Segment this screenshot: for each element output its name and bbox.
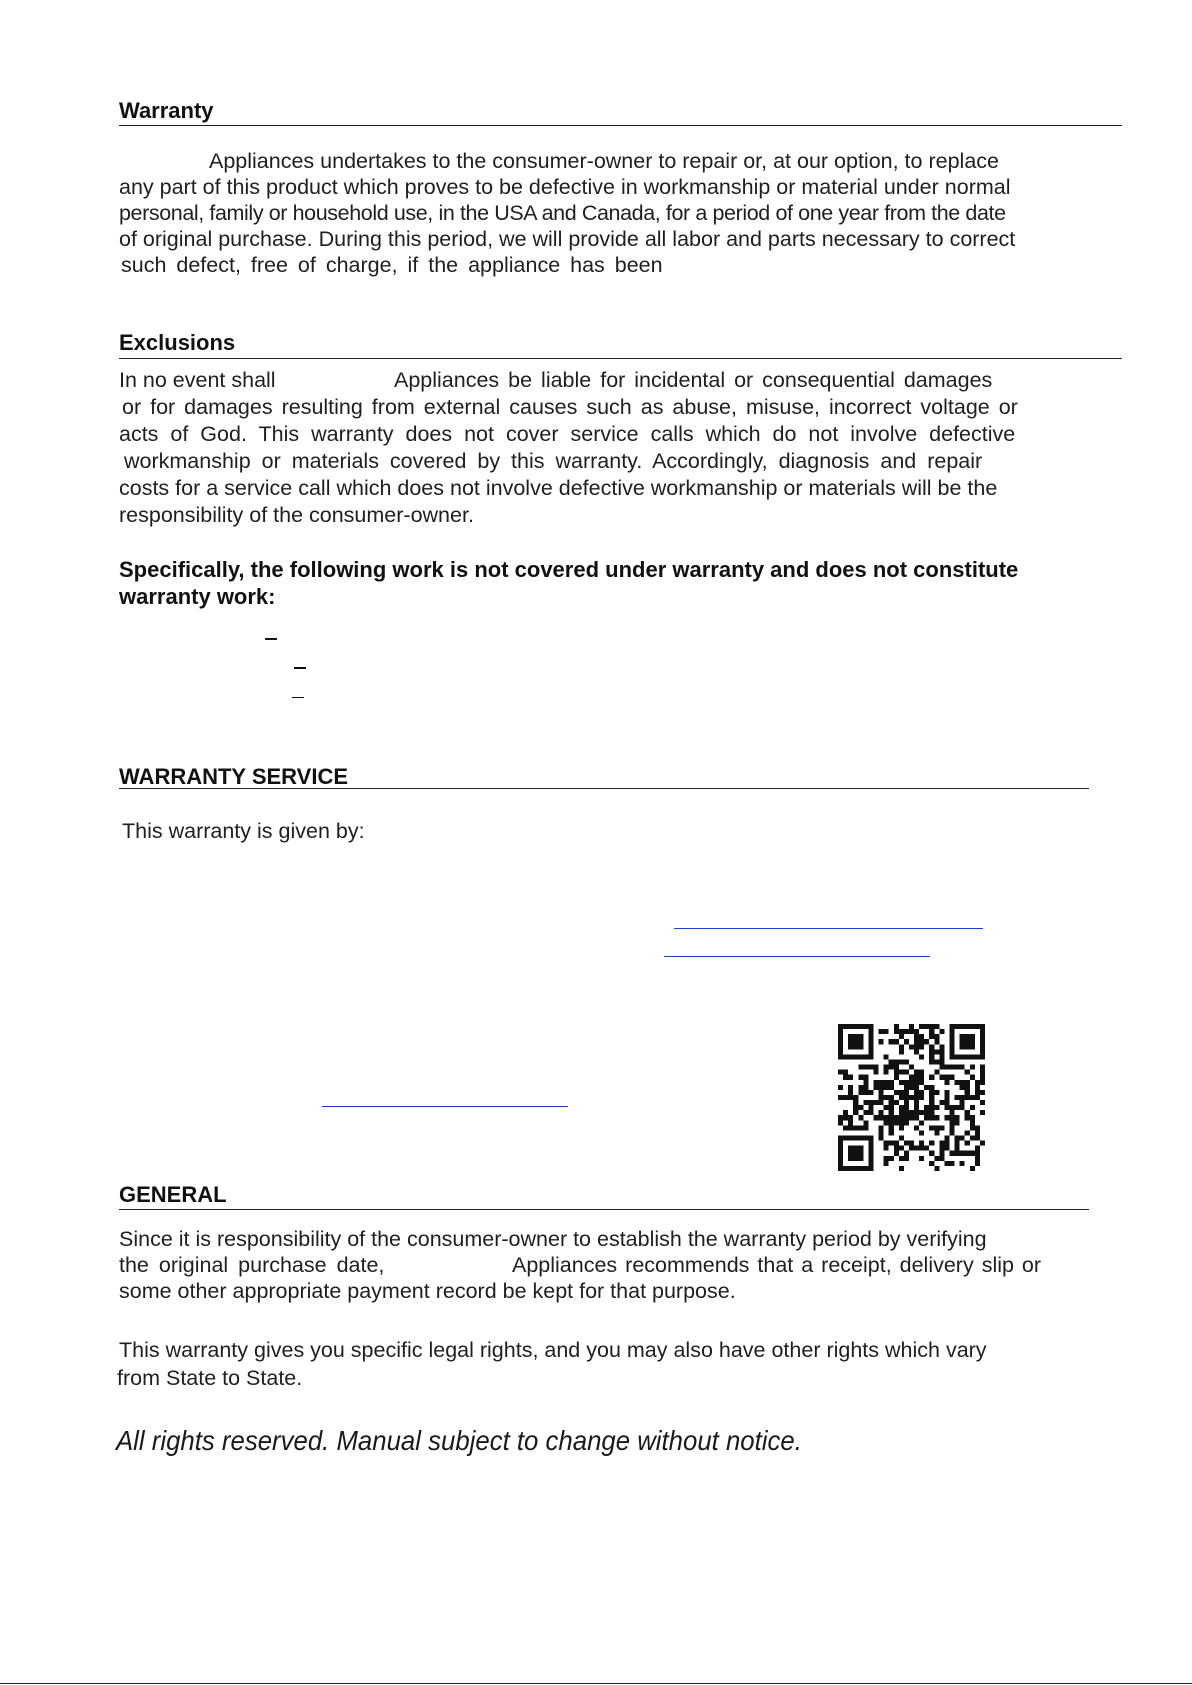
page-bottom-rule — [0, 1683, 1192, 1684]
general-rights-line-2: from State to State. — [117, 1366, 303, 1390]
warranty-line-1: Appliances undertakes to the consumer-owner to repair or, at our option, to replace — [209, 149, 999, 173]
general-line-2a: the original purchase date, — [119, 1253, 385, 1277]
general-rights-line-1: This warranty gives you specific legal rights, and you may also have other rights which vary — [119, 1338, 987, 1362]
link-underline-2[interactable] — [664, 956, 930, 957]
link-underline-3[interactable] — [322, 1106, 568, 1107]
link-underline-1[interactable] — [674, 928, 983, 929]
exclusions-line-6: responsibility of the consumer-owner. — [119, 503, 474, 527]
general-heading: GENERAL — [119, 1182, 227, 1207]
exclusions-heading-rule — [119, 358, 1122, 359]
list-dash-3 — [292, 697, 304, 698]
exclusions-heading: Exclusions — [119, 330, 236, 355]
warranty-line-3: personal, family or household use, in the USA and Canada, for a period of one year from the date — [119, 201, 1006, 225]
general-line-1: Since it is responsibility of the consumer-owner to establish the warranty period by verifying — [119, 1227, 987, 1251]
list-dash-2 — [294, 667, 306, 669]
warranty-line-4: of original purchase. During this period, we will provide all labor and parts necessary to correct — [119, 227, 1016, 251]
warranty-service-heading: WARRANTY SERVICE — [119, 764, 349, 789]
warranty-heading-rule — [119, 125, 1122, 126]
warranty-heading: Warranty — [119, 98, 214, 123]
general-line-3: some other appropriate payment record be kept for that purpose. — [119, 1279, 736, 1303]
not-covered-line-1: Specifically, the following work is not covered under warranty and does not constitute — [119, 557, 1019, 582]
exclusions-line-1b: Appliances be liable for incidental or consequential damages — [394, 368, 993, 392]
exclusions-line-3: acts of God. This warranty does not cover service calls which do not involve defective — [119, 422, 1016, 446]
not-covered-line-2: warranty work: — [119, 584, 276, 609]
warranty-line-5: such defect, free of charge, if the appliance has been — [121, 253, 663, 277]
exclusions-line-4: workmanship or materials covered by this warranty. Accordingly, diagnosis and repair — [124, 449, 983, 473]
footer-note: All rights reserved. Manual subject to change without notice. — [116, 1425, 802, 1456]
exclusions-line-5: costs for a service call which does not involve defective workmanship or materials will be the — [119, 476, 998, 500]
warranty-given-by: This warranty is given by: — [122, 819, 365, 843]
exclusions-line-1a: In no event shall — [119, 368, 276, 392]
list-dash-1 — [265, 638, 277, 640]
qr-code-icon — [838, 1024, 985, 1171]
warranty-service-heading-rule — [119, 788, 1089, 789]
general-heading-rule — [119, 1209, 1089, 1210]
general-line-2b: Appliances recommends that a receipt, delivery slip or — [512, 1253, 1042, 1277]
warranty-line-2: any part of this product which proves to be defective in workmanship or material under normal — [119, 175, 1011, 199]
exclusions-line-2: or for damages resulting from external causes such as abuse, misuse, incorrect voltage or — [122, 395, 1018, 419]
